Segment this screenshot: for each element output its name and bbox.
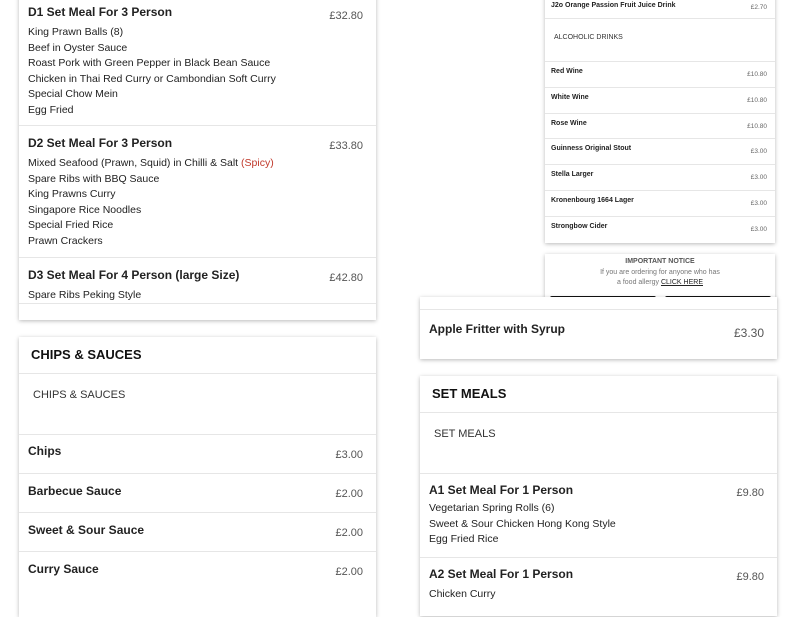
description-line: [28, 156, 274, 172]
spicy-label: (Spicy): [241, 157, 274, 169]
item-price: £42.80: [329, 272, 363, 284]
section-title: CHIPS & SAUCES: [31, 347, 142, 362]
section-subheader: [420, 413, 777, 473]
item-name: A1 Set Meal For 1 Person: [429, 483, 574, 497]
item-name: D2 Set Meal For 3 Person: [28, 136, 173, 150]
item-name: Rose Wine: [551, 119, 587, 127]
description-line: King Prawns Curry: [28, 188, 116, 200]
menu-item-j2o[interactable]: [545, 0, 775, 19]
item-name: Chips: [28, 444, 62, 458]
menu-item-a1[interactable]: [420, 474, 777, 558]
alcoholic-drinks-header: [545, 19, 775, 62]
description-line: Egg Fried: [28, 103, 74, 116]
item-name: Sweet & Sour Sauce: [28, 523, 145, 537]
allergy-notice-card: [545, 254, 775, 300]
item-description: [28, 288, 141, 304]
notice-title: IMPORTANT NOTICE: [625, 258, 695, 265]
description-line: Special Chow Mein: [28, 88, 118, 100]
description-line: Singapore Rice Noodles: [28, 203, 142, 216]
notice-text: If you are ordering for anyone who has: [600, 269, 720, 276]
description-line: Egg Fried Rice: [429, 533, 499, 545]
item-price: £2.00: [335, 566, 363, 578]
item-price: £10.80: [747, 122, 767, 130]
set-meals-d-card: [19, 0, 376, 320]
description-line: Chicken in Thai Red Curry or Cambondian Soft Curry: [28, 72, 276, 85]
section-subtitle: ALCOHOLIC DRINKS: [554, 34, 623, 41]
menu-item-d3[interactable]: [19, 258, 376, 304]
item-price: £2.00: [335, 527, 363, 539]
item-price: £2.00: [335, 488, 363, 500]
description-line: Roast Pork with Green Pepper in Black Bean Sauce: [28, 57, 271, 69]
item-name: Stella Larger: [551, 171, 594, 179]
item-price: £3.00: [750, 174, 767, 182]
allergy-link[interactable]: CLICK HERE: [660, 279, 703, 286]
item-name: Strongbow Cider: [551, 222, 608, 230]
item-price: £3.00: [750, 199, 767, 207]
item-price: £33.80: [329, 140, 363, 152]
item-price: £3.00: [750, 148, 767, 156]
item-name: D3 Set Meal For 4 Person (large Size): [28, 268, 240, 282]
item-name: A2 Set Meal For 1 Person: [429, 567, 574, 581]
menu-item-apple-fritter[interactable]: [420, 310, 777, 358]
item-name: Barbecue Sauce: [28, 484, 122, 498]
item-price: £9.80: [736, 487, 764, 499]
section-header: [19, 337, 376, 373]
dessert-card: [420, 297, 777, 359]
menu-item-d1[interactable]: [19, 0, 376, 126]
item-price: £32.80: [329, 10, 363, 22]
item-price: £3.30: [733, 326, 764, 340]
menu-item-red-wine[interactable]: [545, 62, 775, 88]
section-title: SET MEALS: [432, 386, 507, 401]
menu-item-barbecue-sauce[interactable]: [19, 474, 376, 513]
item-price: £10.80: [747, 71, 767, 78]
description-line: Beef in Oyster Sauce: [28, 41, 128, 54]
notice-text: a food allergy: [617, 279, 660, 286]
description-line: Spare Ribs with BBQ Sauce: [28, 172, 160, 185]
item-description: [429, 501, 616, 548]
item-name: Guinness Original Stout: [551, 145, 632, 153]
chips-sauces-card: [19, 337, 376, 617]
item-description: [28, 156, 274, 249]
menu-item-stella[interactable]: [545, 165, 775, 191]
section-subheader: [19, 374, 376, 434]
description-line: Chicken Curry: [429, 588, 496, 600]
menu-item-curry-sauce[interactable]: [19, 552, 376, 590]
section-subtitle: SET MEALS: [434, 428, 496, 440]
item-price: £9.80: [736, 571, 764, 583]
menu-item-white-wine[interactable]: [545, 88, 775, 114]
item-name: Curry Sauce: [28, 562, 99, 576]
item-price: £3.00: [335, 449, 363, 461]
item-name: White Wine: [551, 93, 589, 101]
section-subtitle: CHIPS & SAUCES: [33, 389, 126, 401]
menu-item-a2[interactable]: [420, 558, 777, 616]
description-text: Mixed Seafood (Prawn, Squid) in Chilli & Salt: [28, 157, 239, 169]
menu-item-d2[interactable]: [19, 126, 376, 258]
description-line: Vegetarian Spring Rolls (6): [429, 502, 555, 514]
menu-item-rose-wine[interactable]: [545, 114, 775, 140]
menu-item-kronenbourg[interactable]: [545, 191, 775, 217]
description-line: King Prawn Balls (8): [28, 26, 124, 38]
notice-text-line: [545, 279, 775, 286]
menu-item-sweet-sour-sauce[interactable]: [19, 513, 376, 552]
item-name: D1 Set Meal For 3 Person: [28, 5, 173, 19]
item-description: [429, 587, 496, 603]
menu-item-chips[interactable]: [19, 435, 376, 474]
description-line: Sweet & Sour Chicken Hong Kong Style: [429, 517, 616, 530]
section-header: [420, 376, 777, 412]
description-line: Special Fried Rice: [28, 219, 114, 231]
description-line: Prawn Crackers: [28, 234, 103, 247]
item-price: £10.80: [747, 96, 767, 104]
menu-item-strongbow[interactable]: [545, 217, 775, 242]
item-price: £2.70: [750, 4, 767, 11]
item-description: [28, 25, 276, 118]
drinks-card: [545, 0, 775, 243]
set-meals-a-card: [420, 376, 777, 616]
menu-item-guinness[interactable]: [545, 139, 775, 165]
item-name: Apple Fritter with Syrup: [429, 322, 566, 336]
item-name: J2o Orange Passion Fruit Juice Drink: [551, 2, 676, 9]
description-line: Spare Ribs Peking Style: [28, 289, 142, 301]
item-name: Red Wine: [551, 68, 583, 75]
item-price: £3.00: [750, 225, 767, 233]
item-name: Kronenbourg 1664 Lager: [551, 196, 634, 204]
